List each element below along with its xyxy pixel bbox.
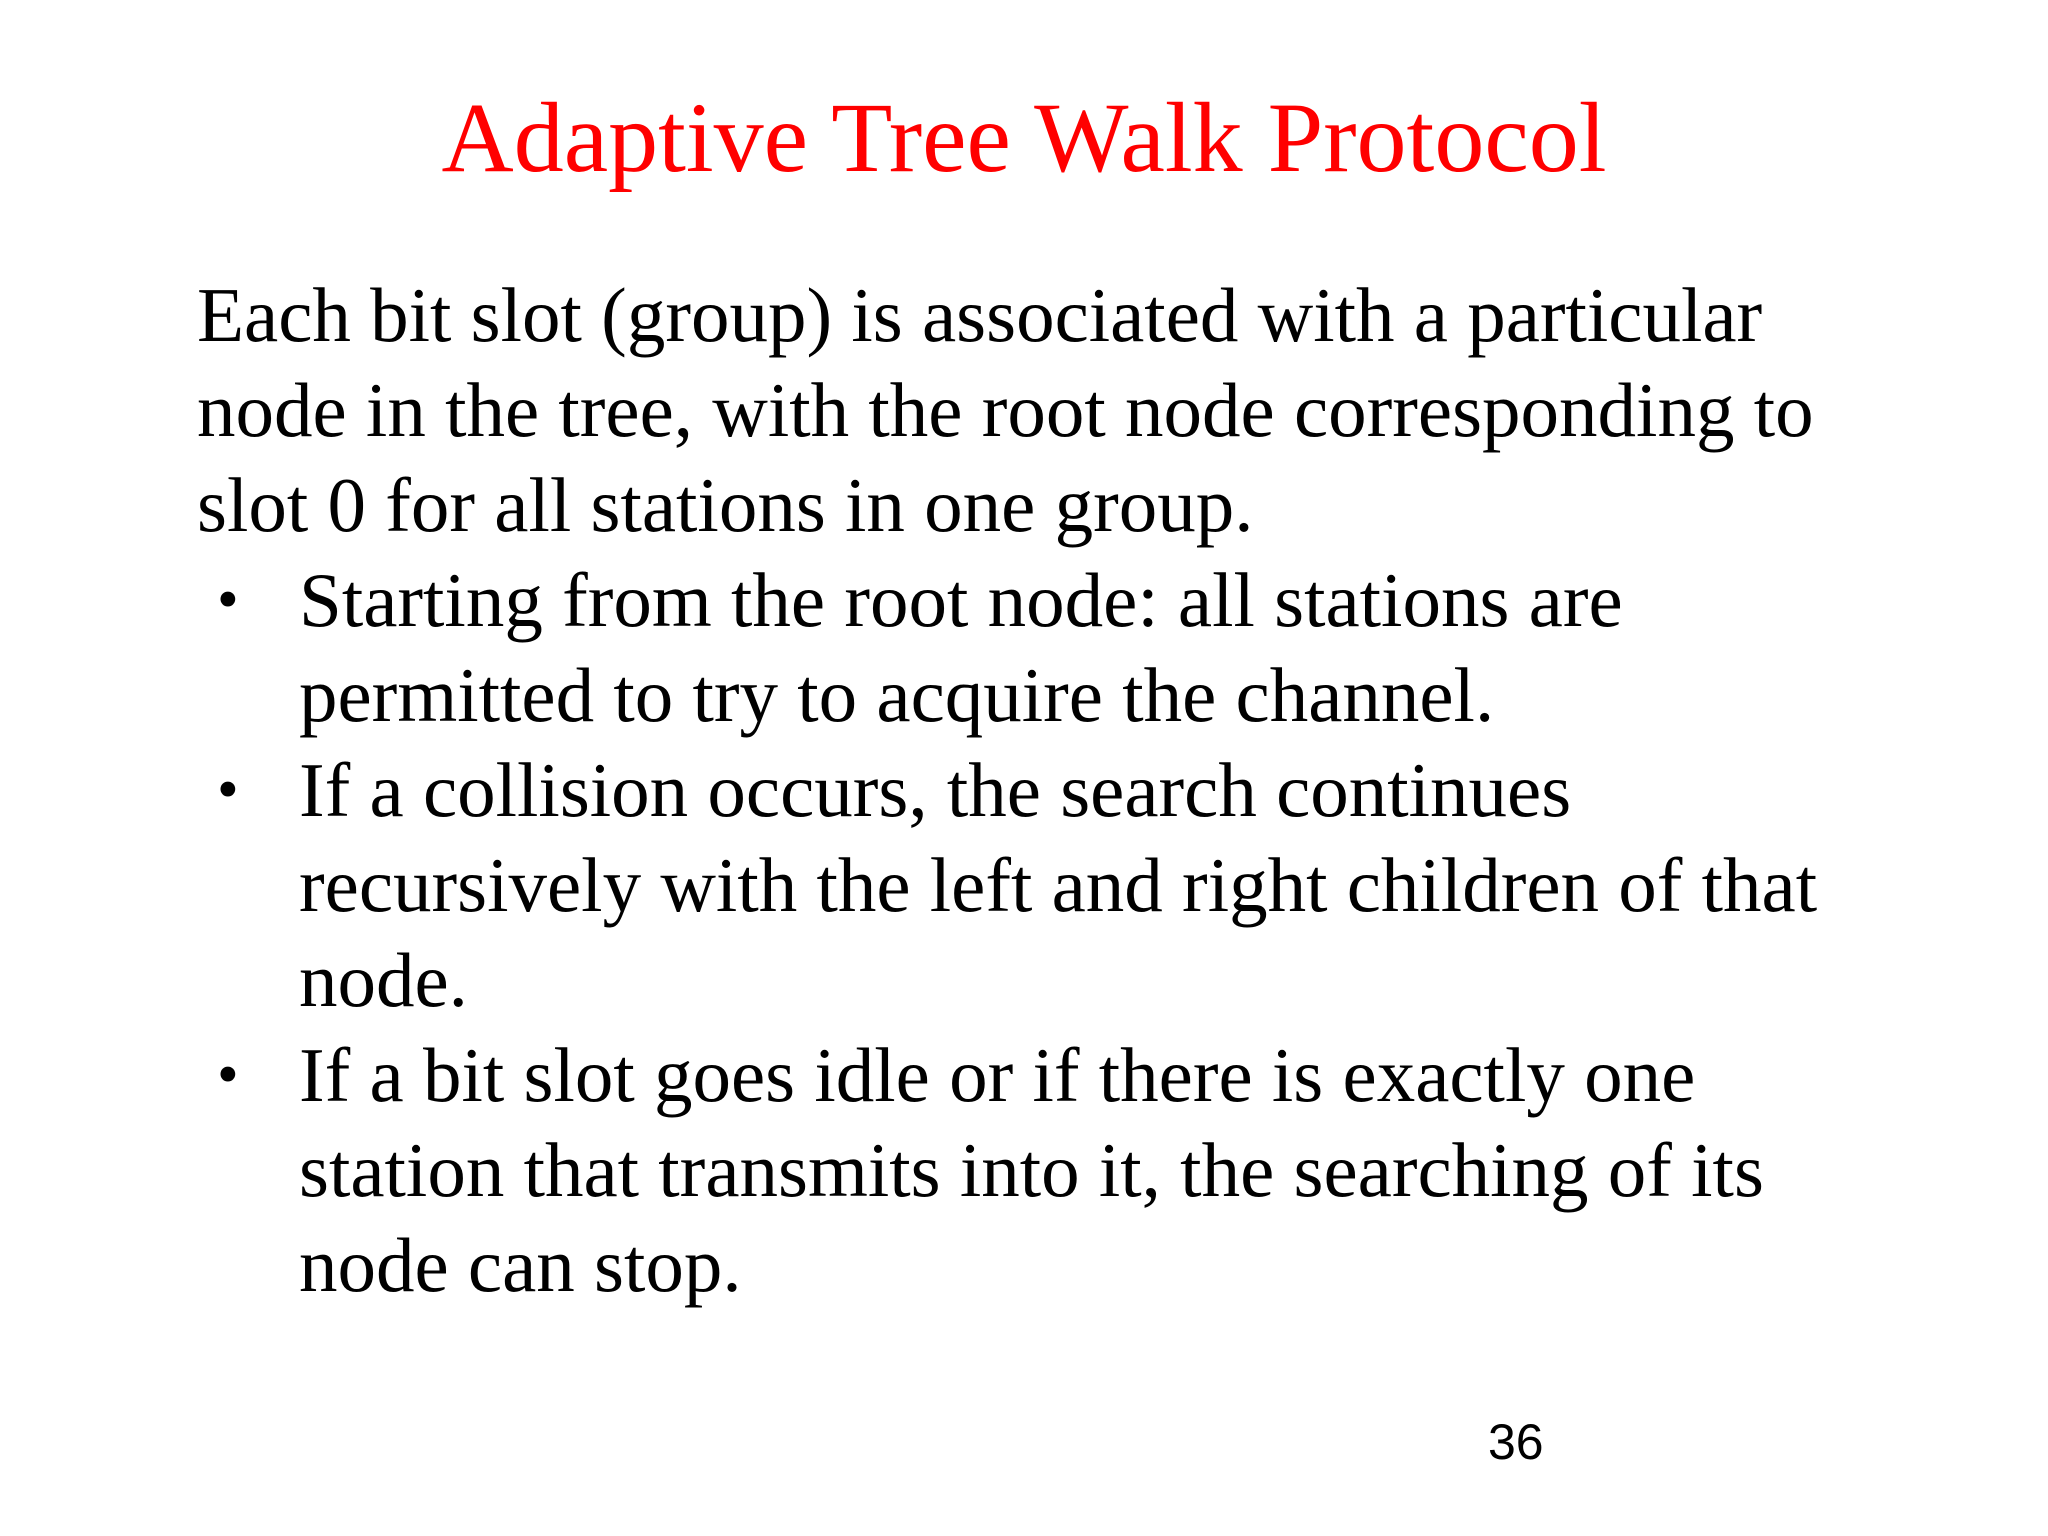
bullet-dot-icon: • bbox=[217, 566, 239, 634]
bullet-text: Starting from the root node: all stations are permitted to try to acquire the channel. bbox=[299, 557, 1623, 738]
page-number: 36 bbox=[1488, 1414, 1544, 1470]
bullet-item bbox=[197, 743, 1897, 1028]
bullet-text: If a bit slot goes idle or if there is exactly one station that transmits into it, the searching of its node can stop. bbox=[299, 1032, 1764, 1308]
slide-body bbox=[197, 268, 1897, 1313]
intro-paragraph: Each bit slot (group) is associated with a particular node in the tree, with the root node corresponding to slot 0 for all stations in one group. bbox=[197, 272, 1814, 548]
bullet-dot-icon: • bbox=[217, 1041, 239, 1109]
bullet-text: If a collision occurs, the search continues recursively with the left and right children of that node. bbox=[299, 747, 1818, 1023]
slide-title: Adaptive Tree Walk Protocol bbox=[441, 82, 1607, 193]
bullet-list bbox=[197, 553, 1897, 1313]
bullet-dot-icon: • bbox=[217, 756, 239, 824]
bullet-item bbox=[197, 1028, 1897, 1313]
bullet-item bbox=[197, 553, 1897, 743]
